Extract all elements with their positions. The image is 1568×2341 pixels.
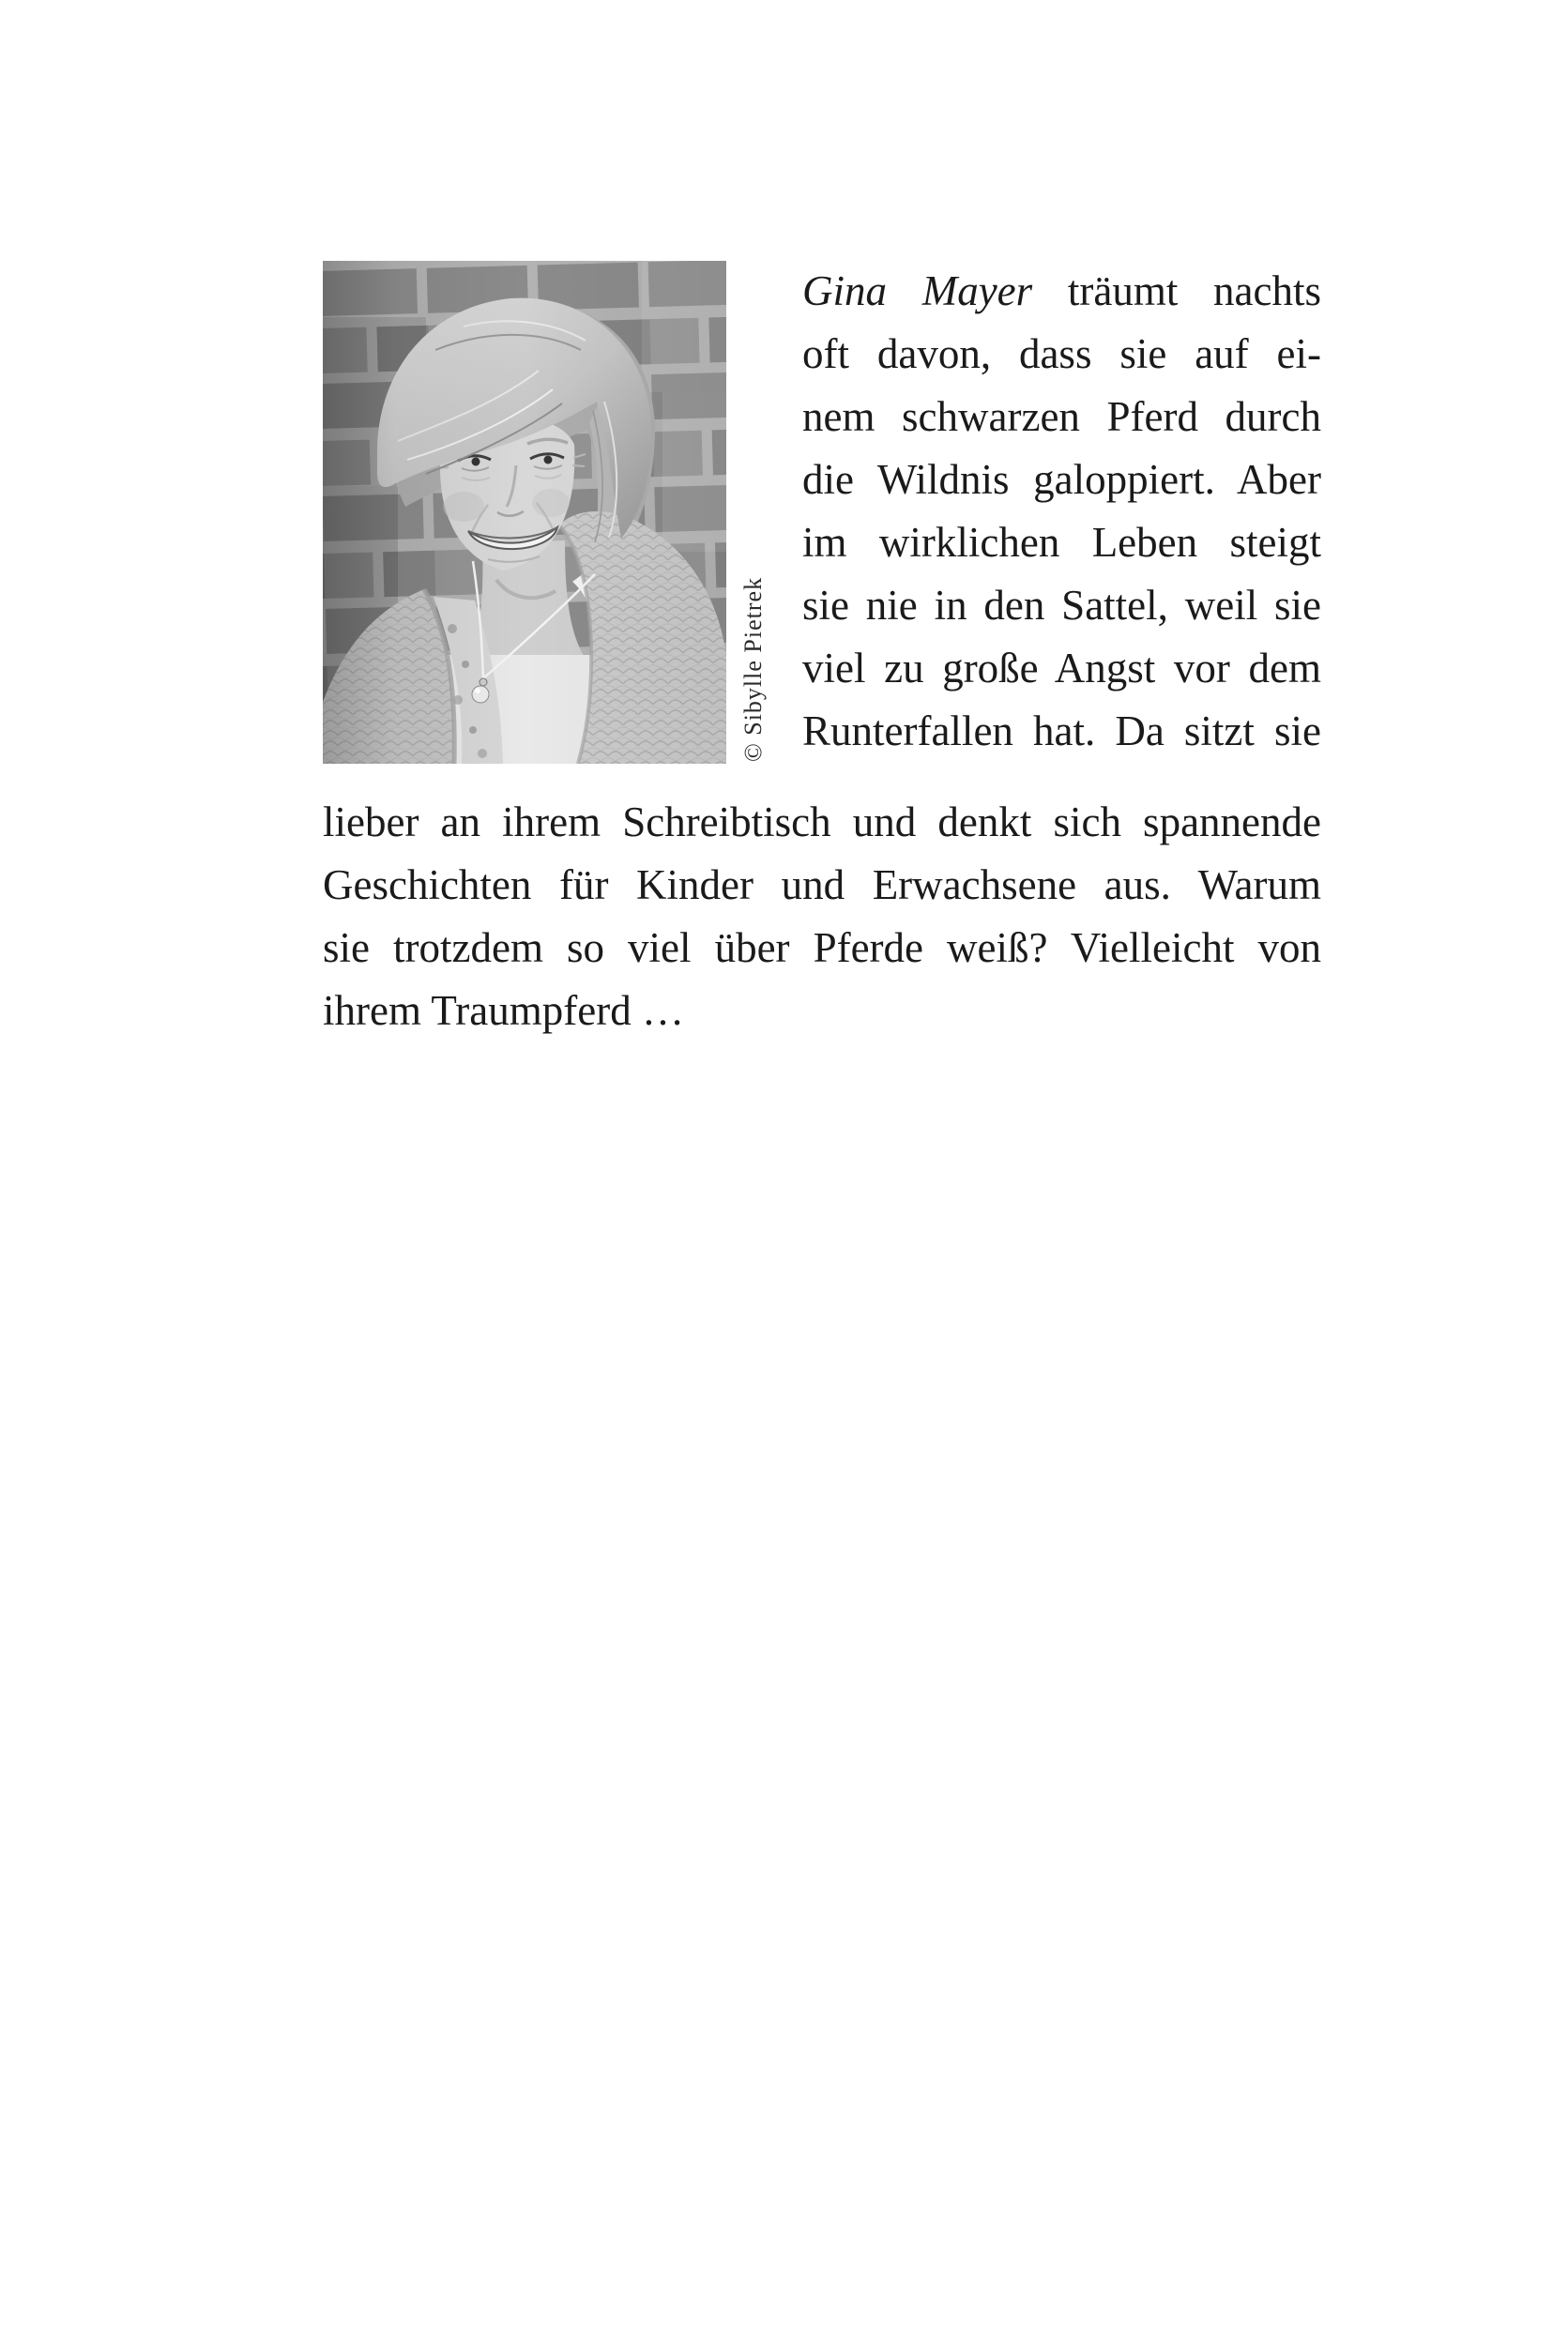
bio-line-4: die Wildnis galoppiert. Aber	[802, 456, 1321, 503]
bio-line-7: viel zu große Angst vor dem	[802, 645, 1321, 692]
photo-vignette	[323, 261, 726, 764]
bio-line-6: sie nie in den Sattel, weil sie	[802, 582, 1321, 629]
bio-text-beside-photo	[802, 260, 1321, 763]
bio-line-5: im wirklichen Leben steigt	[802, 519, 1321, 566]
bio-line-11: sie trotzdem so viel über Pferde weiß? Vielleicht von	[323, 924, 1321, 971]
author-photo-graphic	[323, 261, 726, 764]
bio-line-1-rest: träumt nachts	[1067, 267, 1321, 314]
bio-line-3: nem schwarzen Pferd durch	[802, 393, 1321, 440]
bio-line-10: Geschichten für Kinder und Erwachsene aus. Warum	[323, 861, 1321, 908]
author-name: Gina Mayer	[802, 267, 1033, 314]
photo-credit: © Sibylle Pietrek	[739, 576, 767, 762]
bio-text-full-width	[323, 791, 1321, 1042]
bio-line-12: ihrem Traumpferd …	[323, 987, 684, 1034]
bio-line-8: Runterfallen hat. Da sitzt sie	[802, 707, 1321, 754]
bio-line-2: oft davon, dass sie auf ei-	[802, 330, 1321, 377]
bio-line-1	[802, 260, 1321, 323]
author-photo	[323, 261, 726, 764]
bio-line-9: lieber an ihrem Schreibtisch und denkt sich spannende	[323, 798, 1321, 845]
